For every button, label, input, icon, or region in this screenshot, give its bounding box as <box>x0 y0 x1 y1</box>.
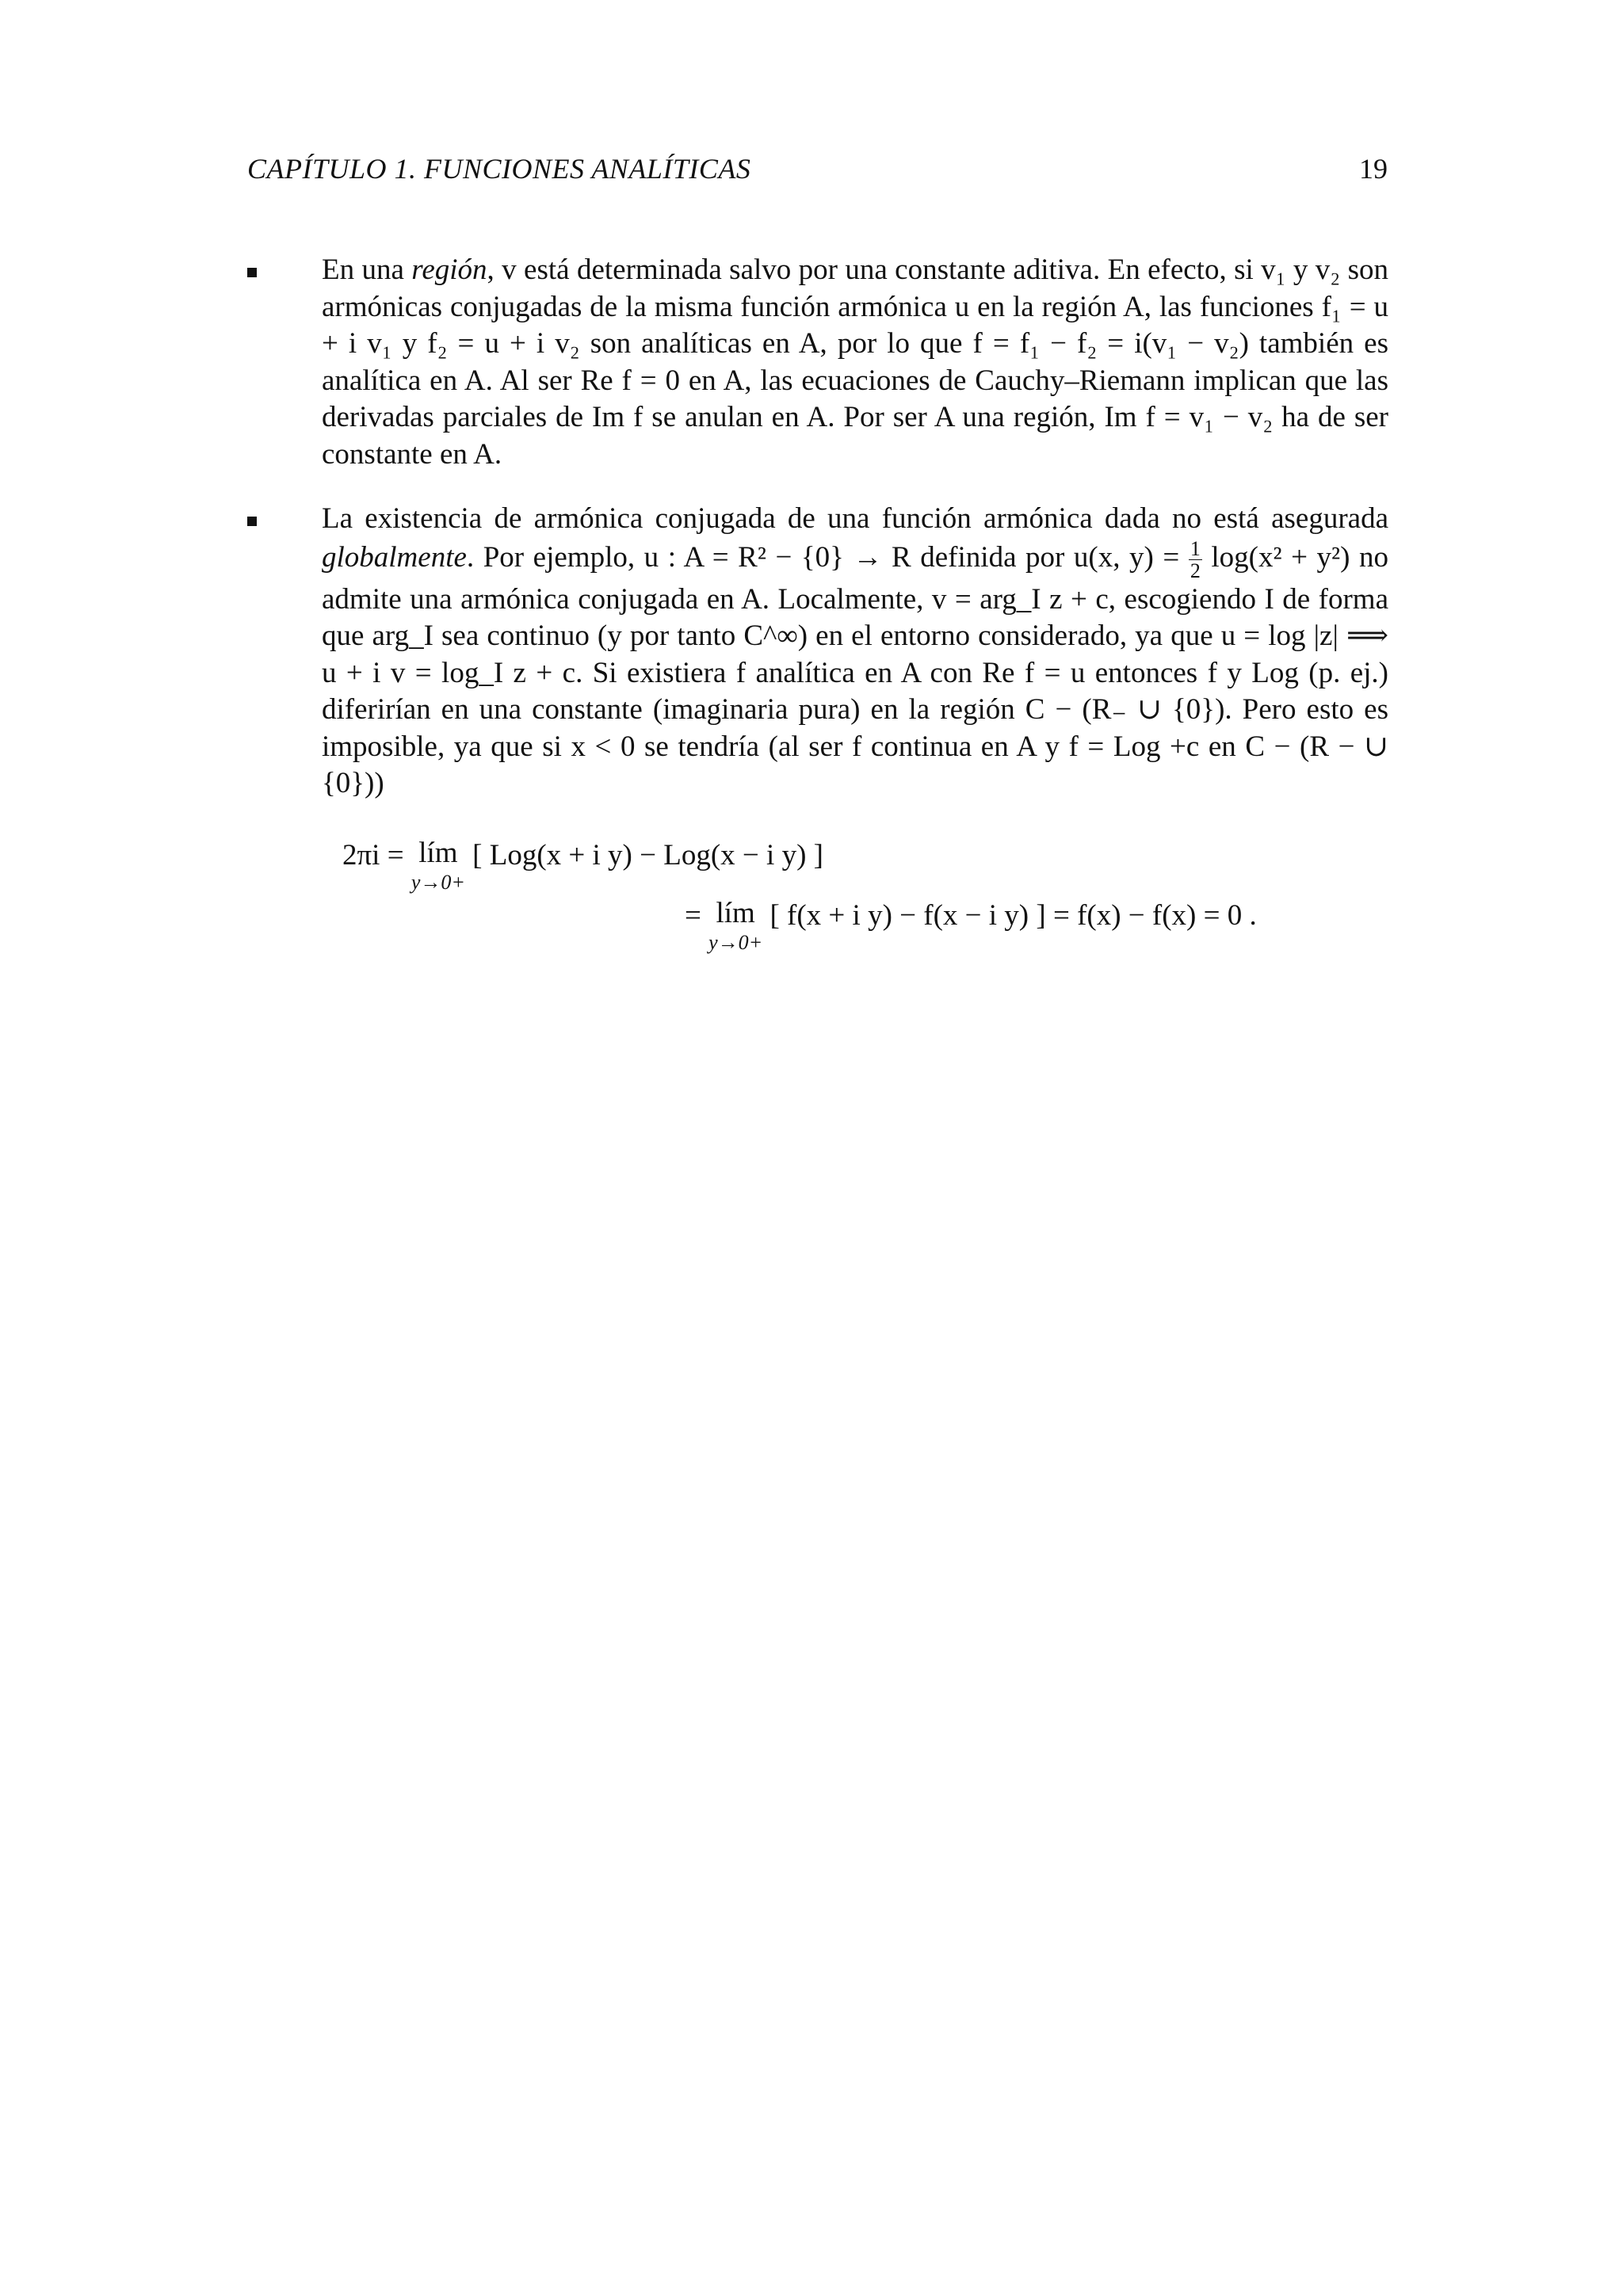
p2-text-a: La existencia de armónica conjugada de una función armónica dada no está asegurada <box>322 502 1388 535</box>
p1-emphasis: región <box>411 254 487 286</box>
p2-emphasis: globalmente <box>322 540 467 574</box>
limit-operator <box>708 898 762 953</box>
equation-line-1 <box>342 838 823 893</box>
limit-word: lím <box>716 897 755 929</box>
chapter-title: CAPÍTULO 1. FUNCIONES ANALÍTICAS <box>247 153 751 185</box>
bullet-marker <box>247 517 257 526</box>
equation-line1-body: [ Log(x + i y) − Log(x − i y) ] <box>472 839 823 871</box>
equation-line-2 <box>685 898 1257 953</box>
page-number: 19 <box>1359 153 1388 185</box>
limit-operator <box>411 838 465 893</box>
running-header <box>247 152 1388 192</box>
fraction-denominator: 2 <box>1190 559 1201 582</box>
p1-text-b: , v está determinada salvo por una constante aditiva. En efecto, si v₁ y v₂ son armónicas conjugadas de la misma función armónica u en la región A, las funciones f₁ = u + i v₁ y f₂ = u + i v₂ son analíticas en A, por lo que f = f₁ − f₂ = i(v₁ − v₂) también es analítica en A. Al ser Re f = 0 en A, las ecuaciones de Cauchy–Riemann implican que las derivadas parciales de Im f se anulan en A. Por ser A una región, Im f = v₁ − v₂ ha de ser constante en A. <box>322 254 1388 471</box>
equation-line2-body: [ f(x + i y) − f(x − i y) ] = f(x) − f(x) = 0 . <box>769 899 1257 932</box>
p2-text-b: . Por ejemplo, u : A = R² − {0} → R definida por u(x, y) = <box>466 540 1180 574</box>
bullet-marker <box>247 268 257 277</box>
paragraph-1 <box>322 252 1388 473</box>
fraction-one-half <box>1189 538 1202 582</box>
p1-text-a: En una <box>322 254 412 286</box>
equation-equals: = <box>685 899 701 932</box>
paragraph-2 <box>322 501 1388 803</box>
limit-subscript: y→0+ <box>411 871 465 894</box>
fraction-numerator: 1 <box>1190 536 1201 560</box>
limit-subscript: y→0+ <box>708 931 763 954</box>
limit-word: lím <box>418 837 458 869</box>
equation-lhs: 2πi = <box>342 839 404 871</box>
p2-text-c: log(x² + y²) no admite una armónica conjugada en A. Localmente, v = arg_I z + c, escogiendo I de forma que arg_I sea continuo (y por tanto C^∞) en el entorno considerado, ya que u = log |z| ⟹ u + i v = log_I z + c. Si existiera f analítica en A con Re f = u entonces f y Log (p. ej.) diferirían en una constante (imaginaria pura) en la región C − (R₋ ∪ {0}). Pero esto es imposible, ya que si x < 0 se tendría (al ser f continua en A y f = Log +c en C − (R − ∪ {0})) <box>322 540 1389 800</box>
